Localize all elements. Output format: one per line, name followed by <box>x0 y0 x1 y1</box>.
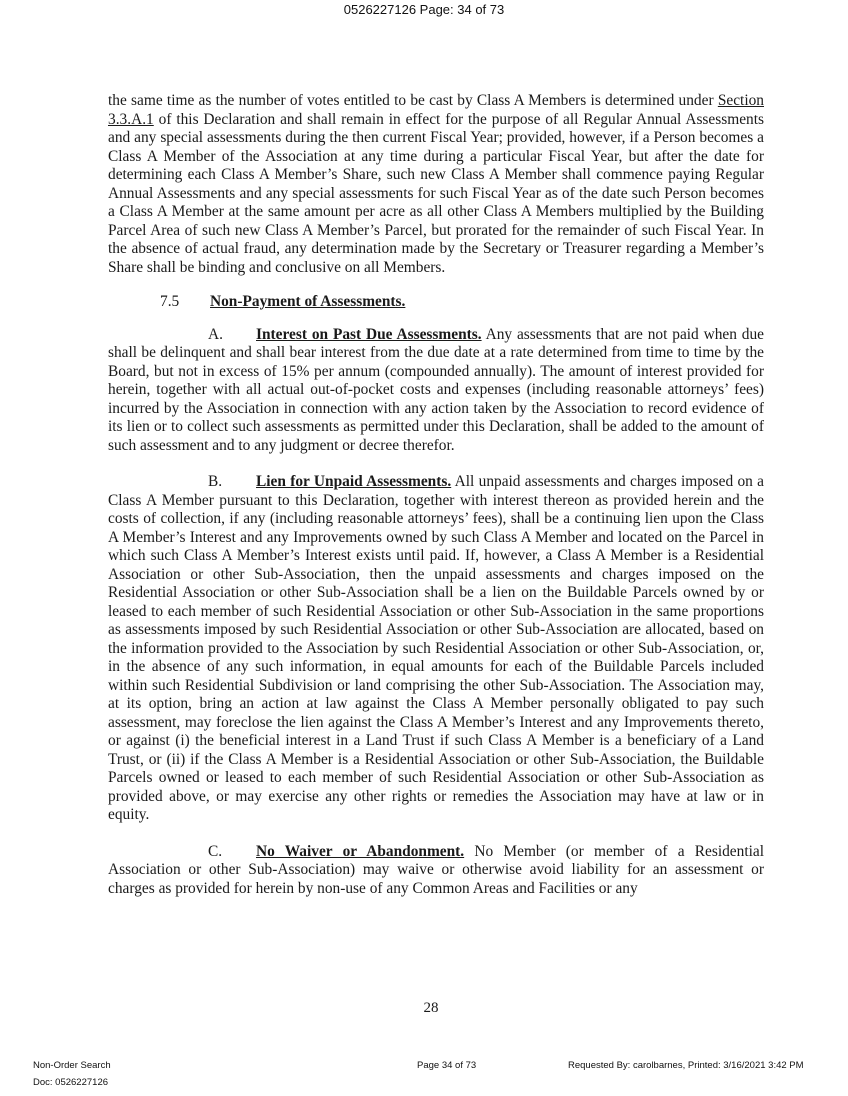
intro-paragraph <box>108 92 764 277</box>
subsection-c-text: No Member (or member of a Residential Association or other Sub-Association) may waive or otherwise avoid liability for an assessment or charges as provided for herein by non-use of any Common Areas and Facilities or any <box>108 842 764 897</box>
section-title: Non-Payment of Assessments. <box>210 293 406 310</box>
footer-page-count: Page 34 of 73 <box>417 1060 477 1071</box>
section-number: 7.5 <box>160 293 180 310</box>
subsection-a <box>108 326 764 456</box>
footer-doc-id: Doc: 0526227126 <box>33 1077 109 1088</box>
subsection-c <box>108 843 764 899</box>
subsection-c-title: No Waiver or Abandonment. <box>256 842 465 860</box>
page-number: 28 <box>423 1000 439 1016</box>
footer-search-label: Non-Order Search <box>33 1060 111 1071</box>
subsection-a-text: Any assessments that are not paid when due shall be delinquent and shall bear interest from the due date at a rate determined from time to time by the Board, but not in excess of 15% per annum (compounded annually). The amount of interest provided for herein, together with all actual out-of-pocket costs and expenses (including reasonable attorneys’ fees) incurred by the Association in connection with any action taken by the Association to record evidence of its lien or to collect such assessments as permitted under this Declaration, shall be added to the amount of such assessment and to any judgment or decree therefor. <box>108 325 764 454</box>
intro-text-post: of this Declaration and shall remain in effect for the purpose of all Regular Annual Assessments and any special assessments during the then current Fiscal Year; provided, however, if a Person becomes a Class A Member of the Association at any time during a particular Fiscal Year, but after the date for determining each Class A Member’s Share, such new Class A Member shall commence paying Regular Annual Assessments and any special assessments for such Fiscal Year as of the date such Person becomes a Class A Member at the same amount per acre as all other Class A Members multiplied by the Building Parcel Area of such new Class A Member’s Parcel, but prorated for the remainder of such Fiscal Year. In the absence of actual fraud, any determination made by the Secretary or Treasurer regarding a Member’s Share shall be binding and conclusive on all Members. <box>108 110 764 276</box>
intro-text-pre: the same time as the number of votes entitled to be cast by Class A Members is determined under <box>108 92 718 109</box>
subsection-b-text: All unpaid assessments and charges imposed on a Class A Member pursuant to this Declaration, together with interest thereon as provided herein and the costs of collection, if any (including reasonable attorneys’ fees), shall be a continuing lien upon the Class A Member’s Interest and any Improvements owned by such Class A Member and located on the Parcel in which such Class A Member’s Interest exists until paid. If, however, a Class A Member is a Residential Association or other Sub-Association, then the unpaid assessments and charges imposed on the Residential Association or other Sub-Association shall be a lien on the Buildable Parcels owned by or leased to each member of such Residential Association or other Sub-Association in the same proportions as assessments imposed by such Residential Association or other Sub-Association are allocated, based on the information provided to the Association by such Residential Association or other Sub-Association, or, in the absence of any such information, in equal amounts for each of the Buildable Parcels included within such Residential Subdivision or land comprising the other Sub-Association. The Association may, at its option, bring an action at law against the Class A Member personally obligated to pay such assessment, may foreclose the lien against the Class A Member’s Interest and any Improvements thereto, or against (i) the beneficial interest in a Land Trust if such Class A Member is a beneficiary of a Land Trust, or (ii) if the Class A Member is a Residential Association or other Sub-Association, the Buildable Parcels owned or leased to each member of such Residential Association or other Sub-Association as provided above, or may exercise any other rights or remedies the Association may have at law or in equity. <box>108 473 765 823</box>
subsection-a-letter: A. <box>208 325 223 343</box>
footer-request-info: Requested By: carolbarnes, Printed: 3/16/2021 3:42 PM <box>568 1060 804 1071</box>
section-heading <box>160 293 764 312</box>
section-reference: Section 3.3.A.1 <box>108 92 764 128</box>
subsection-b-title: Lien for Unpaid Assessments. <box>256 473 452 490</box>
subsection-b <box>108 473 764 825</box>
subsection-b-letter: B. <box>208 473 223 490</box>
document-header: 0526227126 Page: 34 of 73 <box>343 2 505 17</box>
subsection-a-title: Interest on Past Due Assessments. <box>256 325 482 343</box>
subsection-c-letter: C. <box>208 842 223 860</box>
document-body <box>108 92 764 898</box>
